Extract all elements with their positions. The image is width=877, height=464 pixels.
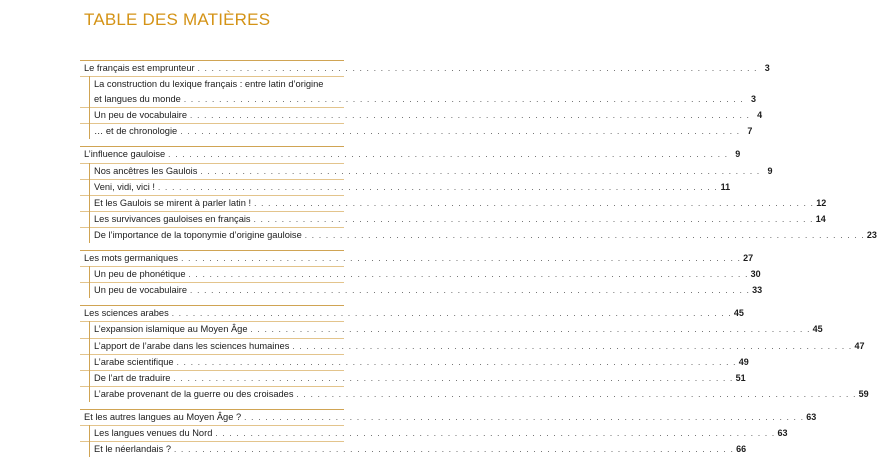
toc-entry-label-continued: et langues du monde [94,92,182,107]
toc-subsection[interactable] [80,107,763,123]
toc-subsection[interactable] [80,425,788,441]
toc-page-number: 9 [767,165,773,176]
toc-subsection[interactable] [80,76,756,107]
toc-page-number: 66 [736,444,747,455]
toc-subsection[interactable] [80,354,749,370]
toc-page-number: 4 [757,110,763,121]
dot-leader: . . . . . . . . . . . . . . . . . . . . . . . . . . . . . . . . . . . . . . . . . . . . . . . . . . . . . . . . . . . . . . . . . . . . . . . . . . . . . . . . [253,214,814,224]
dot-leader: . . . . . . . . . . . . . . . . . . . . . . . . . . . . . . . . . . . . . . . . . . . . . . . . . . . . . . . . . . . . . . . . . . . . . . . . . . . . . . . . [190,286,751,296]
toc-subsection[interactable] [80,195,827,211]
toc-section [80,305,869,402]
toc-entry-label: L’apport de l’arabe dans les sciences humaines [94,339,290,354]
toc-entry-label: Les survivances gauloises en français [94,212,252,227]
toc-page-number: 12 [816,197,827,208]
toc-subsection-list [80,266,763,298]
toc-entry-label: De l’art de traduire [94,371,171,386]
dot-leader: . . . . . . . . . . . . . . . . . . . . . . . . . . . . . . . . . . . . . . . . . . . . . . . . . . . . . . . . . . . . . . . . . . . . . . . . . . . . . . . . [171,309,732,319]
dot-leader: . . . . . . . . . . . . . . . . . . . . . . . . . . . . . . . . . . . . . . . . . . . . . . . . . . . . . . . . . . . . . . . . . . . . . . . . . . . . . . . . [168,150,729,160]
dot-leader: . . . . . . . . . . . . . . . . . . . . . . . . . . . . . . . . . . . . . . . . . . . . . . . . . . . . . . . . . . . . . . . . . . . . . . . . . . . . . . . . [304,230,865,240]
toc-page-number: 47 [854,340,865,351]
toc-entry-label: Et le néerlandais ? [94,442,172,457]
toc-subsection[interactable] [80,227,877,243]
toc-entry-label: De l’importance de la toponymie d’origine gauloise [94,228,303,243]
toc-subsection[interactable] [80,321,823,337]
dot-leader: . . . . . . . . . . . . . . . . . . . . . . . . . . . . . . . . . . . . . . . . . . . . . . . . . . . . . . . . . . . . . . . . . . . . . . . . . . . . . . . . [181,254,742,264]
toc-page-number: 45 [812,324,823,335]
toc-page-number: 63 [777,427,788,438]
toc-page-number: 23 [866,229,877,240]
toc-subsection[interactable] [80,211,826,227]
toc-page-number: 63 [806,411,817,422]
toc-entry-label: Un peu de phonétique [94,267,187,282]
section-rule [89,425,90,457]
toc-subsection-list [80,163,877,243]
toc-section [80,146,877,243]
toc-entry-label: L’expansion islamique au Moyen Âge [94,322,249,337]
toc-page-number: 59 [858,388,869,399]
toc-page-number: 45 [733,308,744,319]
toc-entry-label: L’influence gauloise [84,147,166,162]
toc-entry-label: Nos ancêtres les Gaulois [94,164,198,179]
dot-leader: . . . . . . . . . . . . . . . . . . . . . . . . . . . . . . . . . . . . . . . . . . . . . . . . . . . . . . . . . . . . . . . . . . . . . . . . . . . . . . . . [215,428,776,438]
toc-subsection[interactable] [80,179,731,195]
dot-leader: . . . . . . . . . . . . . . . . . . . . . . . . . . . . . . . . . . . . . . . . . . . . . . . . . . . . . . . . . . . . . . . . . . . . . . . . . . . . . . . . [174,445,735,455]
dot-leader: . . . . . . . . . . . . . . . . . . . . . . . . . . . . . . . . . . . . . . . . . . . . . . . . . . . . . . . . . . . . . . . . . . . . . . . . . . . . . . . . [296,389,857,399]
table-of-contents [80,60,877,464]
toc-page-number: 27 [743,253,754,264]
toc-entry-label: L’arabe scientifique [94,355,175,370]
toc-entry-label: La construction du lexique français : entre latin d’origine [94,79,324,90]
toc-subsection-list [80,321,869,401]
toc-entry-continuation [94,92,756,107]
toc-subsection[interactable] [80,441,747,457]
dot-leader: . . . . . . . . . . . . . . . . . . . . . . . . . . . . . . . . . . . . . . . . . . . . . . . . . . . . . . . . . . . . . . . . . . . . . . . . . . . . . . . . [173,373,734,383]
toc-page-number: 9 [735,149,741,160]
dot-leader: . . . . . . . . . . . . . . . . . . . . . . . . . . . . . . . . . . . . . . . . . . . . . . . . . . . . . . . . . . . . . . . . . . . . . . . . . . . . . . . . [157,182,719,192]
toc-chapter[interactable] [80,409,817,425]
dot-leader: . . . . . . . . . . . . . . . . . . . . . . . . . . . . . . . . . . . . . . . . . . . . . . . . . . . . . . . . . . . . . . . . . . . . . . . . . . . . . . . . [183,95,744,105]
toc-section [80,60,770,139]
toc-chapter[interactable] [80,305,744,321]
toc-subsection[interactable] [80,282,763,298]
dot-leader: . . . . . . . . . . . . . . . . . . . . . . . . . . . . . . . . . . . . . . . . . . . . . . . . . . . . . . . . . . . . . . . . . . . . . . . . . . . . . . . . [292,341,853,351]
toc-subsection[interactable] [80,163,773,179]
toc-entry-label: Un peu de vocabulaire [94,283,188,298]
section-rule [89,266,90,298]
toc-chapter[interactable] [80,60,770,76]
toc-entry-label: Et les autres langues au Moyen Âge ? [84,410,242,425]
toc-entry-label: L’arabe provenant de la guerre ou des croisades [94,387,295,402]
dot-leader: . . . . . . . . . . . . . . . . . . . . . . . . . . . . . . . . . . . . . . . . . . . . . . . . . . . . . . . . . . . . . . . . . . . . . . . . . . . . . . . . [180,127,741,137]
toc-subsection-list [80,76,763,139]
dot-leader: . . . . . . . . . . . . . . . . . . . . . . . . . . . . . . . . . . . . . . . . . . . . . . . . . . . . . . . . . . . . . . . . . . . . . . . . . . . . . . . . [188,270,749,280]
dot-leader: . . . . . . . . . . . . . . . . . . . . . . . . . . . . . . . . . . . . . . . . . . . . . . . . . . . . . . . . . . . . . . . . . . . . . . . . . . . . . . . . [176,357,737,367]
dot-leader: . . . . . . . . . . . . . . . . . . . . . . . . . . . . . . . . . . . . . . . . . . . . . . . . . . . . . . . . . . . . . . . . . . . . . . . . . . . . . . . . [244,412,805,422]
toc-chapter[interactable] [80,250,754,266]
toc-section [80,250,763,298]
toc-chapter[interactable] [80,146,741,162]
toc-entry-label: Veni, vidi, vici ! [94,180,156,195]
toc-subsection[interactable] [80,338,865,354]
dot-leader: . . . . . . . . . . . . . . . . . . . . . . . . . . . . . . . . . . . . . . . . . . . . . . . . . . . . . . . . . . . . . . . . . . . . . . . . . . . . . . . . [200,166,761,176]
toc-subsection[interactable] [80,386,869,402]
toc-page-number: 14 [815,213,826,224]
toc-entry-label: … et de chronologie [94,124,178,139]
toc-section [80,409,817,457]
dot-leader: . . . . . . . . . . . . . . . . . . . . . . . . . . . . . . . . . . . . . . . . . . . . . . . . . . . . . . . . . . . . . . . . . . . . . . . . . . . . . . . . [254,198,815,208]
dot-leader: . . . . . . . . . . . . . . . . . . . . . . . . . . . . . . . . . . . . . . . . . . . . . . . . . . . . . . . . . . . . . . . . . . . . . . . . . . . . . . . . [197,64,758,73]
section-rule [89,76,90,139]
toc-entry-label: Un peu de vocabulaire [94,108,188,123]
toc-page-number: 51 [735,372,746,383]
section-rule [89,163,90,243]
toc-entry-label: Les sciences arabes [84,306,170,321]
toc-page-number: 49 [738,356,749,367]
toc-subsection[interactable] [80,370,746,386]
toc-page-number: 7 [747,126,753,137]
toc-page-number: 11 [720,181,731,192]
toc-entry-label: Les langues venues du Nord [94,426,213,441]
toc-page-number: 30 [750,269,761,280]
page-title: TABLE DES MATIÈRES [84,10,271,29]
toc-subsection-list [80,425,788,457]
toc-entry-label: Et les Gaulois se mirent à parler latin ! [94,196,252,211]
toc-entry-label: Le français est emprunteur [84,61,196,76]
section-rule [89,321,90,401]
toc-entry-label: Les mots germaniques [84,251,179,266]
dot-leader: . . . . . . . . . . . . . . . . . . . . . . . . . . . . . . . . . . . . . . . . . . . . . . . . . . . . . . . . . . . . . . . . . . . . . . . . . . . . . . . . [190,111,751,121]
toc-page-number: 3 [764,63,770,73]
toc-subsection[interactable] [80,266,761,282]
toc-page-number: 3 [750,94,756,105]
toc-page-number: 33 [752,285,763,296]
toc-subsection[interactable] [80,123,753,139]
dot-leader: . . . . . . . . . . . . . . . . . . . . . . . . . . . . . . . . . . . . . . . . . . . . . . . . . . . . . . . . . . . . . . . . . . . . . . . . . . . . . . . . [250,325,811,335]
